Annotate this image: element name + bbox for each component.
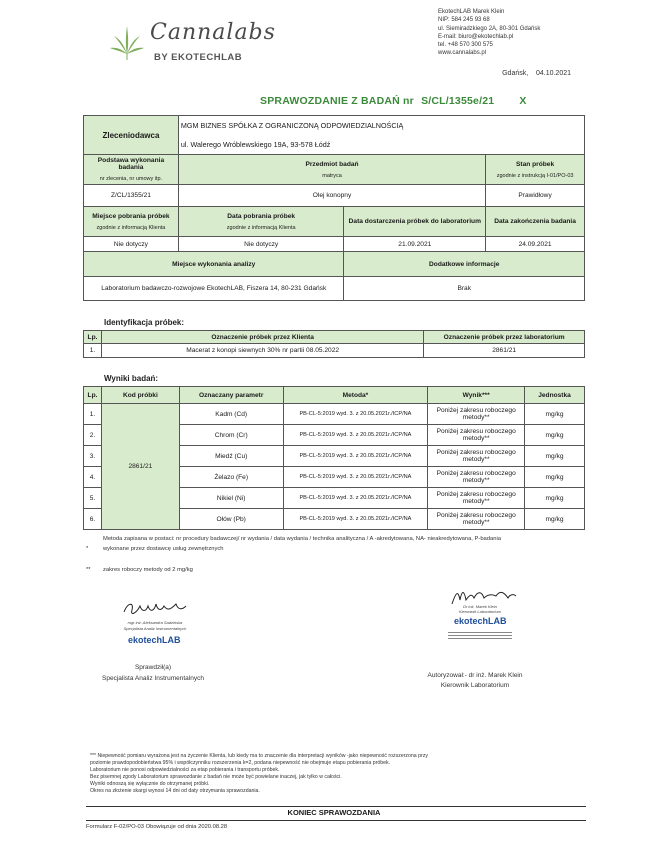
sampling-date-sub: zgodnie z informacją Klienta: [226, 224, 296, 231]
sampling-date-label: Data pobrania próbek: [227, 212, 296, 220]
title-prefix: SPRAWOZDANIE Z BADAŃ nr: [260, 95, 414, 107]
ident-lab-mark: 2861/21: [424, 344, 585, 358]
disclaimer-line: poziomie prawdopodobieństwa 95% i współczynniku rozszerzenia k=2, podana niepewność nie obejmuje etapu pobierania próbek.: [90, 760, 391, 766]
identification-label: Identyfikacja próbek:: [104, 318, 185, 327]
right-stamp-role: Kierownik Laboratorium: [458, 609, 502, 614]
res-lp: 3.: [84, 446, 102, 467]
res-header-param: Oznaczany parametr: [179, 387, 283, 404]
title-mark: X: [519, 95, 527, 107]
res-param: Chrom (Cr): [179, 425, 283, 446]
client-cell: [178, 116, 584, 155]
company-line: NIP: 584 245 93 68: [438, 17, 490, 24]
disclaimer-line: Wyniki odnoszą się wyłącznie do otrzymanej próbki.: [90, 781, 210, 787]
sample-state-sub: zgodnie z instrukcją I-01/PO-03: [496, 172, 574, 179]
sample-state-label: Stan próbek: [516, 160, 555, 168]
res-lp: 1.: [84, 404, 102, 425]
ident-header-lp: Lp.: [84, 331, 102, 344]
right-signature-stamp: [440, 586, 520, 652]
sampling-place-label: Miejsce pobrania próbek: [92, 212, 170, 220]
res-method: PB-CL-5:2019 wyd. 3. z 20.05.2021r./ICP/NA: [283, 404, 428, 425]
sampling-place-header: [84, 207, 179, 237]
disclaimer-line: Bez pisemnej zgody Laboratorium sprawozdanie z badań nie może być powielane inaczej, jak tylko w całości.: [90, 774, 342, 780]
subject-label: Przedmiot badań: [305, 160, 359, 168]
basis-value: Z/CL/1355/21: [84, 185, 179, 207]
res-result: Poniżej zakresu roboczego metody**: [428, 488, 525, 509]
note-dstar: **: [86, 567, 91, 573]
cannabis-leaf-icon: [108, 24, 146, 62]
method-note: Metoda zapisana w postaci: nr procedury badawczej/ nr wydania / data wydania / technika analityczna / A -akredytowana, NA- nieakredytowana, P-badania: [103, 536, 501, 542]
analysis-place-header: Miejsce wykonania analizy: [84, 252, 344, 277]
res-param: Nikiel (Ni): [179, 488, 283, 509]
city-date: Gdańsk, 04.10.2021: [502, 70, 571, 77]
res-unit: mg/kg: [525, 467, 585, 488]
res-header-lp: Lp.: [84, 387, 102, 404]
left-caption-1: Sprawdził(a): [134, 664, 172, 671]
res-lp: 6.: [84, 509, 102, 530]
report-title: [260, 95, 527, 107]
stamp-small-print: [448, 630, 512, 641]
res-unit: mg/kg: [525, 404, 585, 425]
left-caption-2: Specjalista Analiz Instrumentalnych: [102, 675, 204, 682]
res-result: Poniżej zakresu roboczego metody**: [428, 404, 525, 425]
res-method: PB-CL-5:2019 wyd. 3. z 20.05.2021r./ICP/NA: [283, 425, 428, 446]
subject-value: Olej konopny: [178, 185, 485, 207]
ident-lp: 1.: [84, 344, 102, 358]
subject-header: [178, 155, 485, 185]
res-header-method: Metoda*: [283, 387, 428, 404]
res-result: Poniżej zakresu roboczego metody**: [428, 509, 525, 530]
res-method: PB-CL-5:2019 wyd. 3. z 20.05.2021r./ICP/NA: [283, 446, 428, 467]
res-result: Poniżej zakresu roboczego metody**: [428, 425, 525, 446]
ident-client-mark: Macerat z konopi siewnych 30% nr partii 08.05.2022: [101, 344, 423, 358]
report-number: S/CL/1355e/21: [421, 95, 495, 107]
right-caption-1: Autoryzował:- dr inż. Marek Klein: [427, 672, 523, 679]
disclaimer: [90, 753, 428, 795]
res-unit: mg/kg: [525, 446, 585, 467]
brand-by: BY EKOTECHLAB: [154, 52, 243, 63]
basis-header: [84, 155, 179, 185]
company-line: E-mail: biuro@ekotechlab.pl: [438, 33, 514, 40]
sample-state-header: [486, 155, 585, 185]
res-header-code: Kod próbki: [101, 387, 179, 404]
info-table: [83, 115, 585, 301]
additional-info-value: Brak: [344, 277, 585, 301]
analysis-place-value: Laboratorium badawczo-rozwojowe EkotechLAB, Fiszera 14, 80-231 Gdańsk: [84, 277, 344, 301]
client-name: MGM BIZNES SPÓŁKA Z OGRANICZONĄ ODPOWIEDZIALNOŚCIĄ: [180, 121, 404, 130]
company-line: tel. +48 570 300 575: [438, 42, 493, 49]
disclaimer-line: *** Niepewność pomiaru wyrażona jest na życzenie Klienta, lub kiedy ma to znaczenie dla interpretacji wyników -jako niepewność rozszerzona przy: [90, 753, 428, 759]
cannalabs-logo: [108, 18, 276, 70]
res-header-unit: Jednostka: [525, 387, 585, 404]
end-of-report: KONIEC SPRAWOZDANIA: [287, 808, 381, 817]
table-row: [84, 404, 585, 425]
left-stamp-name: mgr inż. Aleksandra Sadzińska: [127, 620, 183, 625]
disclaimer-line: Okres na złożenie skargi wynosi 14 dni od daty otrzymania sprawozdania.: [90, 788, 260, 794]
company-line: ul. Siemiradzkiego 2A, 80-301 Gdańsk: [438, 25, 541, 32]
form-id: Formularz F-02/PO-03 Obowiązuje od dnia 2020.08.28: [86, 824, 228, 830]
res-result: Poniżej zakresu roboczego metody**: [428, 467, 525, 488]
delivery-date-header: Data dostarczenia próbek do laboratorium: [344, 207, 486, 237]
left-stamp-role: Specjalista Analiz Instrumentalnych: [123, 626, 187, 631]
res-param: Miedź (Cu): [179, 446, 283, 467]
right-caption-2: Kierownik Laboratorium: [440, 682, 510, 689]
results-label: Wyniki badań:: [104, 374, 159, 383]
left-signature-stamp: [110, 598, 200, 650]
res-param: Kadm (Cd): [179, 404, 283, 425]
company-info: [438, 8, 540, 58]
additional-info-header: Dodatkowe informacje: [344, 252, 585, 277]
basis-sub: nr zlecenia, nr umowy itp.: [99, 176, 163, 182]
footer-divider: [86, 806, 586, 807]
disclaimer-line: Laboratorium nie ponosi odpowiedzialności za etap pobierania i transportu próbek.: [90, 767, 280, 773]
sampling-date-header: [178, 207, 344, 237]
left-stamp-logo: ekotechLAB: [128, 635, 181, 645]
client-label: Zleceniodawca: [84, 116, 179, 155]
brand-script: Cannalabs: [150, 20, 276, 45]
res-method: PB-CL-5:2019 wyd. 3. z 20.05.2021r./ICP/NA: [283, 467, 428, 488]
sampling-date-value: Nie dotyczy: [178, 237, 344, 252]
ident-header-client: Oznaczenie próbek przez Klienta: [101, 331, 423, 344]
res-lp: 4.: [84, 467, 102, 488]
company-line: EkotechLAB Marek Klein: [438, 9, 505, 15]
subcontract-note: wykonane przez dostawcę usług zewnętrznych: [103, 546, 224, 552]
right-stamp-name: Dr inż. Marek Klein: [463, 604, 497, 609]
client-address: ul. Walerego Wróblewskiego 19A, 93-578 Łódź: [180, 140, 331, 149]
res-lp: 2.: [84, 425, 102, 446]
handwritten-signature-left: [120, 598, 190, 620]
res-result: Poniżej zakresu roboczego metody**: [428, 446, 525, 467]
sampling-place-sub: zgodnie z informacją Klienta: [96, 224, 166, 231]
working-range-note: zakres roboczy metody od 2 mg/kg: [103, 567, 193, 573]
sample-code: 2861/21: [101, 404, 179, 530]
basis-label: Podstawa wykonania badania: [97, 157, 165, 171]
res-header-result: Wynik***: [428, 387, 525, 404]
note-star: *: [86, 546, 89, 552]
res-unit: mg/kg: [525, 425, 585, 446]
res-lp: 5.: [84, 488, 102, 509]
res-unit: mg/kg: [525, 509, 585, 530]
table-row: [84, 344, 585, 358]
company-line: www.cannalabs.pl: [438, 50, 487, 57]
res-param: Żelazo (Fe): [179, 467, 283, 488]
res-param: Ołów (Pb): [179, 509, 283, 530]
res-method: PB-CL-5:2019 wyd. 3. z 20.05.2021r./ICP/NA: [283, 509, 428, 530]
res-method: PB-CL-5:2019 wyd. 3. z 20.05.2021r./ICP/NA: [283, 488, 428, 509]
end-date-header: Data zakończenia badania: [486, 207, 585, 237]
delivery-date-value: 21.09.2021: [344, 237, 486, 252]
res-unit: mg/kg: [525, 488, 585, 509]
sampling-place-value: Nie dotyczy: [84, 237, 179, 252]
subject-sub: matryca: [322, 172, 342, 179]
footer-divider-2: [86, 820, 586, 821]
results-table: [83, 386, 585, 530]
right-stamp-logo: ekotechLAB: [454, 616, 507, 626]
sample-state-value: Prawidłowy: [486, 185, 585, 207]
identification-table: [83, 330, 585, 358]
ident-header-lab: Oznaczenie próbek przez laboratorium: [424, 331, 585, 344]
end-date-value: 24.09.2021: [486, 237, 585, 252]
